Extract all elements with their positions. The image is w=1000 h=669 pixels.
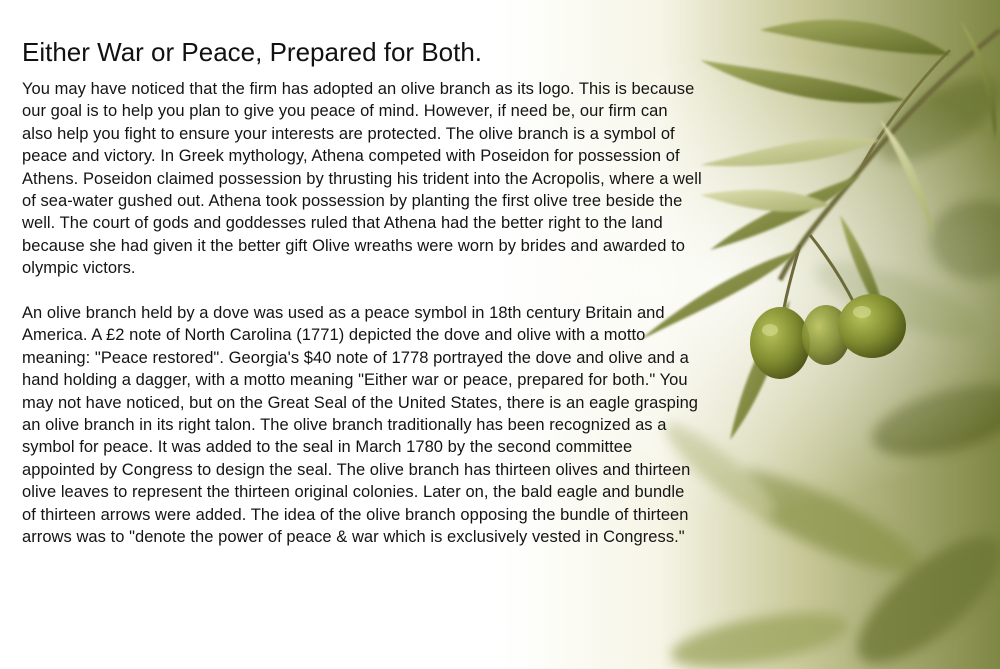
article [22,36,702,549]
paragraph-olive-branch-logo: You may have noticed that the firm has adopted an olive branch as its logo. This is because our goal is to help you plan to give you peace of mind. However, if need be, our firm can also help you fight to ensure your interests are protected. The olive branch is a symbol of peace and victory. In Greek mythology, Athena competed with Poseidon for possession of Athens. Poseidon claimed possession by thrusting his trident into the Acropolis, where a well of sea-water gushed out. Athena took possession by planting the first olive tree beside the well. The court of gods and goddesses ruled that Athena had the better right to the land because she had given it the better gift Olive wreaths were worn by brides and awarded to olympic victors. [22,80,702,278]
paragraph-peace-symbol-history: An olive branch held by a dove was used as a peace symbol in 18th century Britain and America. A £2 note of North Carolina (1771) depicted the dove and olive with a motto meaning: "Peace restored". Georgia's $40 note of 1778 portrayed the dove and olive and a hand holding a dagger, with a motto meaning "Either war or peace, prepared for both." You may not have noticed, but on the Great Seal of the United States, there is an eagle grasping an olive branch in its right talon. The olive branch traditionally has been recognized as a symbol for peace. It was added to the seal in March 1780 by the second committee appointed by Congress to design the seal. The olive branch has thirteen olives and thirteen olive leaves to represent the thirteen original colonies. Later on, the bald eagle and bundle of thirteen arrows were added. The idea of the olive branch opposing the bundle of thirteen arrows was to "denote the power of peace & war which is exclusively vested in Congress." [22,304,699,547]
olive-fruit-icon [750,307,810,379]
article-title: Either War or Peace, Prepared for Both. [22,37,483,67]
